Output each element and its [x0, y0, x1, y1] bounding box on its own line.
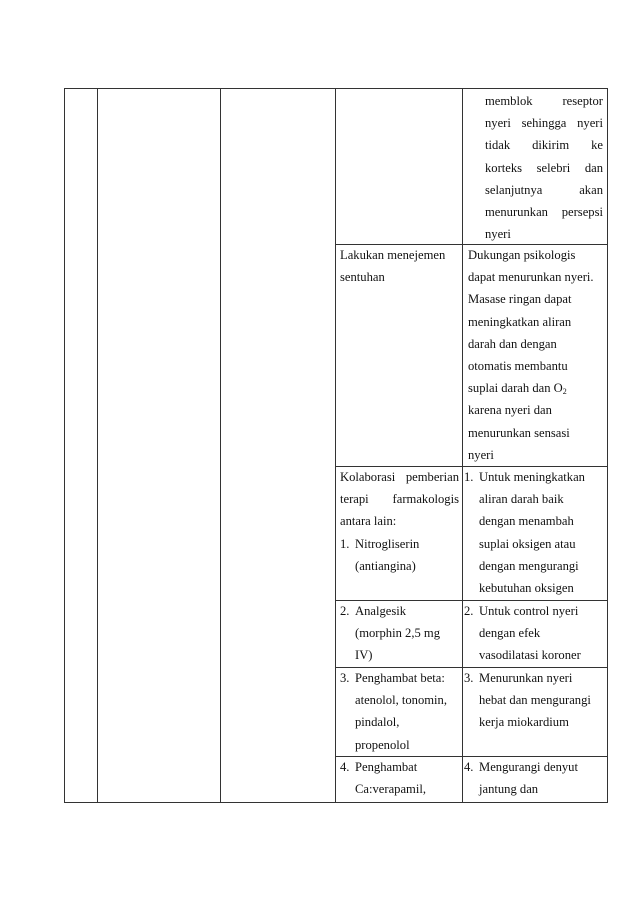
- list-number: 2.: [464, 604, 474, 618]
- list-item-continuation: hebat dan mengurangi: [479, 693, 591, 708]
- column-divider-4: [462, 88, 463, 803]
- rationale-line: korteks selebri dan: [485, 160, 603, 175]
- row2-rationale: [468, 244, 604, 466]
- list-item: 1. Nitrogliserin: [340, 533, 459, 555]
- list-item-continuation: (morphin 2,5 mg: [355, 626, 441, 641]
- row5-rationale: [464, 667, 606, 734]
- list-item-continuation: vasodilatasi koroner: [479, 648, 581, 663]
- rationale-line: otomatis membantu: [468, 358, 568, 373]
- list-item-continuation: dengan efek: [479, 626, 541, 641]
- intervention-line: Kolaborasi pemberian: [340, 470, 459, 484]
- row2-intervention: [340, 244, 460, 288]
- rationale-line: Masase ringan dapat: [468, 292, 572, 307]
- row1-rationale: [485, 90, 603, 245]
- rationale-line: nyeri: [468, 447, 494, 462]
- intervention-line: terapi farmakologis: [340, 492, 459, 507]
- list-item-continuation: dengan mengurangi: [479, 558, 579, 573]
- column-divider-1: [97, 88, 98, 803]
- rationale-line: nyeri sehingga nyeri: [485, 116, 603, 131]
- rationale-line: meningkatkan aliran: [468, 314, 572, 329]
- list-number: 2.: [340, 604, 350, 618]
- list-item: 3. Menurunkan nyeri: [464, 667, 606, 689]
- list-item-continuation: suplai oksigen atau: [479, 536, 576, 551]
- row4-intervention: [340, 600, 459, 667]
- rationale-line: dapat menurunkan nyeri.: [468, 270, 594, 285]
- list-number: 3.: [464, 671, 474, 685]
- list-number: 1.: [340, 536, 350, 551]
- column-divider-3: [335, 88, 336, 803]
- row6-intervention: [340, 756, 459, 800]
- list-item: 2. Analgesik: [340, 600, 459, 622]
- rationale-line: tidak dikirim ke: [485, 138, 603, 153]
- rationale-line: nyeri: [485, 227, 511, 242]
- list-item-continuation: atenolol, tonomin,: [355, 693, 447, 708]
- rationale-line: darah dan dengan: [468, 336, 557, 351]
- rationale-line: menurunkan sensasi: [468, 425, 570, 440]
- row5-intervention: [340, 667, 459, 756]
- list-item-continuation: dengan menambah: [479, 514, 574, 529]
- list-number: 3.: [340, 671, 350, 685]
- rationale-line: Dukungan psikologis: [468, 248, 576, 262]
- o2-subscript: 2: [562, 387, 567, 397]
- rationale-line: suplai darah dan $O_2$: [468, 381, 567, 397]
- list-item-continuation: pindalol,: [355, 715, 400, 730]
- rationale-line: selanjutnya akan: [485, 182, 603, 197]
- rationale-line: memblok reseptor: [485, 94, 603, 108]
- list-item-continuation: kerja miokardium: [479, 715, 569, 730]
- rationale-line: menurunkan persepsi: [485, 204, 603, 219]
- list-number: 4.: [340, 760, 350, 774]
- column-divider-2: [220, 88, 221, 803]
- list-item: 1. Untuk meningkatkan: [464, 466, 606, 488]
- row4-rationale: [464, 600, 606, 667]
- list-item-continuation: IV): [355, 648, 373, 663]
- list-item: 4. Mengurangi denyut: [464, 756, 606, 778]
- list-number: 4.: [464, 760, 474, 774]
- list-item-continuation: (antiangina): [355, 558, 416, 573]
- intervention-line: sentuhan: [340, 270, 385, 285]
- row3-intervention: [340, 466, 459, 577]
- list-item: 4. Penghambat: [340, 756, 459, 778]
- list-item-continuation: propenolol: [355, 737, 410, 752]
- row3-rationale: [464, 466, 606, 599]
- list-item: 2. Untuk control nyeri: [464, 600, 606, 622]
- list-item: 3. Penghambat beta:: [340, 667, 459, 689]
- list-item-continuation: aliran darah baik: [479, 492, 564, 507]
- row6-rationale: [464, 756, 606, 800]
- list-item-continuation: Ca:verapamil,: [355, 782, 426, 797]
- intervention-line: Lakukan menejemen: [340, 248, 446, 262]
- rationale-line: karena nyeri dan: [468, 403, 552, 418]
- list-number: 1.: [464, 470, 474, 484]
- intervention-line: antara lain:: [340, 514, 397, 529]
- list-item-continuation: kebutuhan oksigen: [479, 580, 574, 595]
- list-item-continuation: jantung dan: [479, 782, 539, 797]
